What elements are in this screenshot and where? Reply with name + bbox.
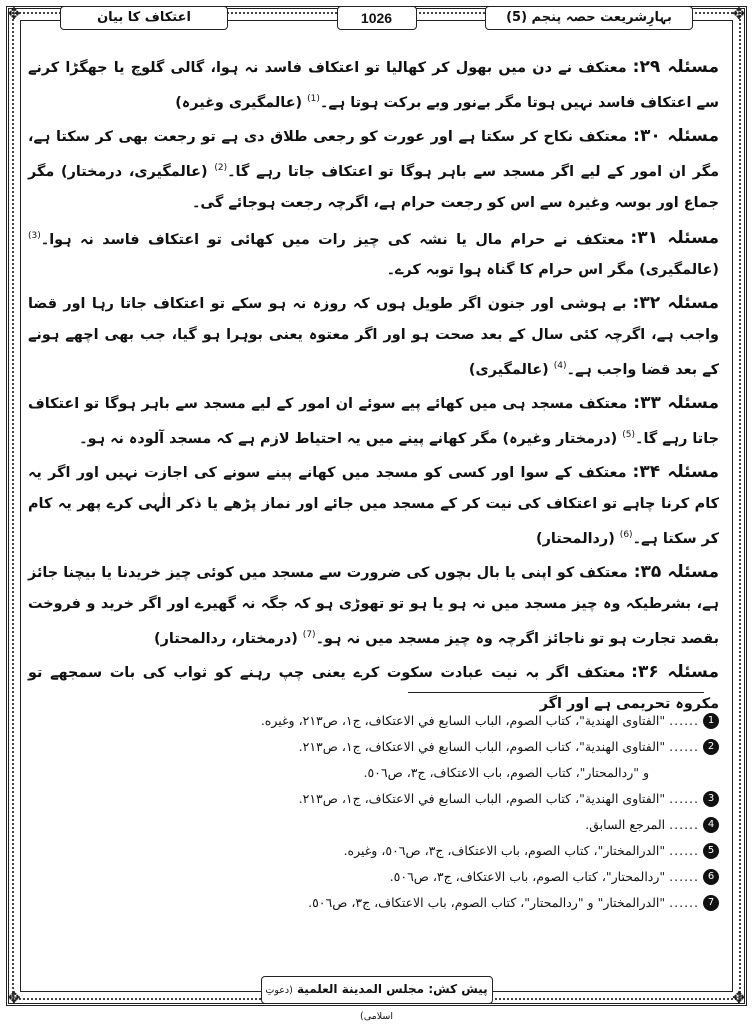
masala-label: مسئلہ ۳۴: (632, 461, 719, 482)
page-number: 1026 (337, 6, 417, 30)
footnote-ref[interactable]: (2) (214, 162, 228, 173)
page-header (60, 4, 693, 30)
footnote-ref[interactable]: (3) (28, 230, 41, 241)
masala-label: مسئلہ ۳۶: (631, 661, 719, 682)
masala-label: مسئلہ ۲۹: (632, 57, 719, 77)
masala-label: مسئلہ ۳۳: (633, 393, 720, 414)
publisher-org: (دعوتِ اسلامی) (265, 985, 393, 1022)
masala-source: (عالمگیری) (468, 362, 554, 379)
footnote-text: "الدرالمختار"، كتاب الصوم، باب الاعتكاف، ج٣، ص٥٠٦، وغيره. (343, 843, 666, 858)
masala-label: مسئلہ ۳۲: (632, 293, 719, 314)
masala-text: معتکف کے سوا اور کسی کو مسجد میں کھانے پینے سونے کی اجازت نہیں اور اگر یہ کام کرنا چاہے تو اعتکاف کی نیت کر کے مسجد میں جائے اور نماز پڑھے یا ذکر الٰہی کرے پھر یہ کام کر سکتا ہے۔ (28, 464, 719, 547)
footnote-number: 6 (703, 869, 719, 885)
masala-text: معتکف نے دن میں بھول کر کھالیا تو اعتکاف فاسد نہ ہوا، گالی گلوچ یا جھگڑا کرنے سے اعتکاف فاسد نہیں ہوتا مگر بےنور وبے برکت ہوتا ہے۔ (28, 60, 719, 111)
footnote-item (40, 812, 719, 838)
footnote-item (40, 890, 719, 916)
masala-label: مسئلہ ۳۰: (633, 125, 719, 146)
masala-label: مسئلہ ۳۱: (630, 228, 719, 249)
footnote-ref[interactable]: (7) (302, 629, 316, 640)
footnote-item (40, 708, 719, 734)
footnote-number: 3 (703, 791, 719, 807)
footnote-dots: ...... (669, 869, 699, 884)
masala-30 (28, 121, 719, 219)
masala-35 (28, 557, 719, 655)
footnote-text: المرجع السابق. (585, 817, 666, 832)
page-footer (261, 976, 493, 1022)
footnote-dots: ...... (669, 817, 699, 832)
masala-source: (عالمگیری، درمختار) مگر جماع اور بوسہ وغیرہ سے اس کو رجعت حرام ہے، اگرچہ رجعت ہوجائے گی۔ (28, 163, 719, 211)
footnote-item (40, 838, 719, 864)
footnote-number: 4 (703, 817, 719, 833)
footnote-dots: ...... (669, 843, 699, 858)
footnote-dots: ...... (669, 791, 699, 806)
masala-text: بے ہوشی اور جنون اگر طویل ہوں کہ روزہ نہ ہو سکے تو اعتکاف جاتا رہا اور قضا واجب ہے، اگرچہ کئی سال کے بعد صحت ہو اور اگر معتوہ یعنی بوہرا ہو گیا، جب بھی اچھے ہونے کے بعد قضا واجب ہے۔ (28, 296, 719, 379)
footnote-item (40, 734, 719, 760)
footnotes (40, 708, 719, 916)
footnote-ref[interactable]: (1) (307, 94, 320, 104)
masala-31 (28, 221, 719, 287)
footnote-number: 1 (703, 713, 719, 729)
masala-source: (ردالمحتار) (536, 530, 620, 547)
book-title: بہارِشریعت حصہ پنجم (5) (485, 6, 693, 30)
masala-text: معتکف نے حرام مال یا نشہ کی چیز رات میں کھائی تو اعتکاف فاسد نہ ہوا۔ (40, 231, 625, 248)
footnote-ref[interactable]: (6) (619, 529, 633, 540)
footnote-dots: ...... (669, 713, 699, 728)
footnote-text: و "ردالمحتار"، كتاب الصوم، باب الاعتكاف، ج٣، ص٥٠٦. (363, 765, 649, 780)
footnote-number: 7 (703, 895, 719, 911)
publisher-name: مجلس المدينة العلمية (297, 982, 425, 996)
footnote-ref[interactable]: (4) (553, 361, 567, 372)
corner-ornament-icon: ✥ (7, 988, 21, 1007)
masala-source: (عالمگیری) مگر اس حرام کا گناہ ہوا توبہ کرے۔ (386, 262, 719, 279)
footnote-number: 2 (703, 739, 719, 755)
footnote-text: "ردالمحتار"، كتاب الصوم، باب الاعتكاف، ج٣، ص٥٠٦. (389, 869, 666, 884)
masala-source: (درمختار، ردالمحتار) (154, 630, 303, 647)
main-text (28, 52, 719, 722)
footnote-continuation (40, 760, 719, 786)
masala-text: معتکف اگر بہ نیت عبادت سکوت کرے یعنی چپ رہنے کو ثواب کی بات سمجھے تو مکروہ تحریمی ہے اور اگر (28, 664, 719, 712)
footnote-text: "الفتاوى الهندية"، كتاب الصوم، الباب السابع في الاعتكاف، ج١، ص٢١٣. (298, 739, 666, 754)
masala-34 (28, 457, 719, 555)
masala-text: معتکف کو اپنی یا بال بچوں کی ضرورت سے مسجد میں کوئی چیز خریدنا یا بیچنا جائز ہے، بشرطیکہ وہ چیز مسجد میں نہ ہو یا ہو تو تھوڑی ہو کہ جگہ نہ گھیرے اور اگر خرید و فروخت بقصد تجارت ہو تو ناجائز اگرچہ وہ چیز مسجد میں نہ ہو۔ (28, 564, 719, 647)
footnote-number: 5 (703, 843, 719, 859)
masala-33 (28, 388, 719, 455)
masala-32 (28, 288, 719, 386)
corner-ornament-icon: ✥ (732, 988, 746, 1007)
footnote-text: "الدرالمختار" و "ردالمحتار"، كتاب الصوم، باب الاعتكاف، ج٣، ص٥٠٦. (308, 895, 666, 910)
masala-text: معتکف مسجد ہی میں کھائے پیے سوئے ان امور کے لیے مسجد سے باہر ہوگا تو اعتکاف جاتا رہے گا۔ (28, 396, 719, 447)
footnote-item (40, 864, 719, 890)
masala-label: مسئلہ ۳۵: (633, 561, 719, 582)
masala-text: معتکف نکاح کر سکتا ہے اور عورت کو رجعی طلاق دی ہے تو رجعت بھی کر سکتا ہے، مگر ان امور کے لیے اگر مسجد سے باہر ہوگا تو اعتکاف جاتا رہے گا۔ (28, 128, 719, 180)
chapter-title: اعتکاف کا بیان (60, 6, 228, 30)
footnote-dots: ...... (669, 895, 699, 910)
footnote-text: "الفتاوى الهندية"، كتاب الصوم، الباب السابع في الاعتكاف، ج١، ص٢١٣، وغيره. (260, 713, 666, 728)
masala-29 (28, 52, 719, 119)
footnote-item (40, 786, 719, 812)
footer-prefix: پیش کش: (428, 982, 488, 996)
masala-source: (درمختار وغیرہ) مگر کھانے پینے میں یہ احتیاط لازم ہے کہ مسجد آلودہ نہ ہو۔ (79, 430, 623, 447)
footnote-text: "الفتاوى الهندية"، كتاب الصوم، الباب السابع في الاعتكاف، ج١، ص٢١٣. (298, 791, 666, 806)
masala-source: (عالمگیری وغیرہ) (175, 94, 308, 111)
corner-ornament-icon: ✥ (7, 4, 21, 23)
footnote-separator (408, 692, 704, 693)
footnote-ref[interactable]: (5) (622, 430, 636, 441)
corner-ornament-icon: ✥ (732, 4, 746, 23)
footnote-dots: ...... (669, 739, 699, 754)
